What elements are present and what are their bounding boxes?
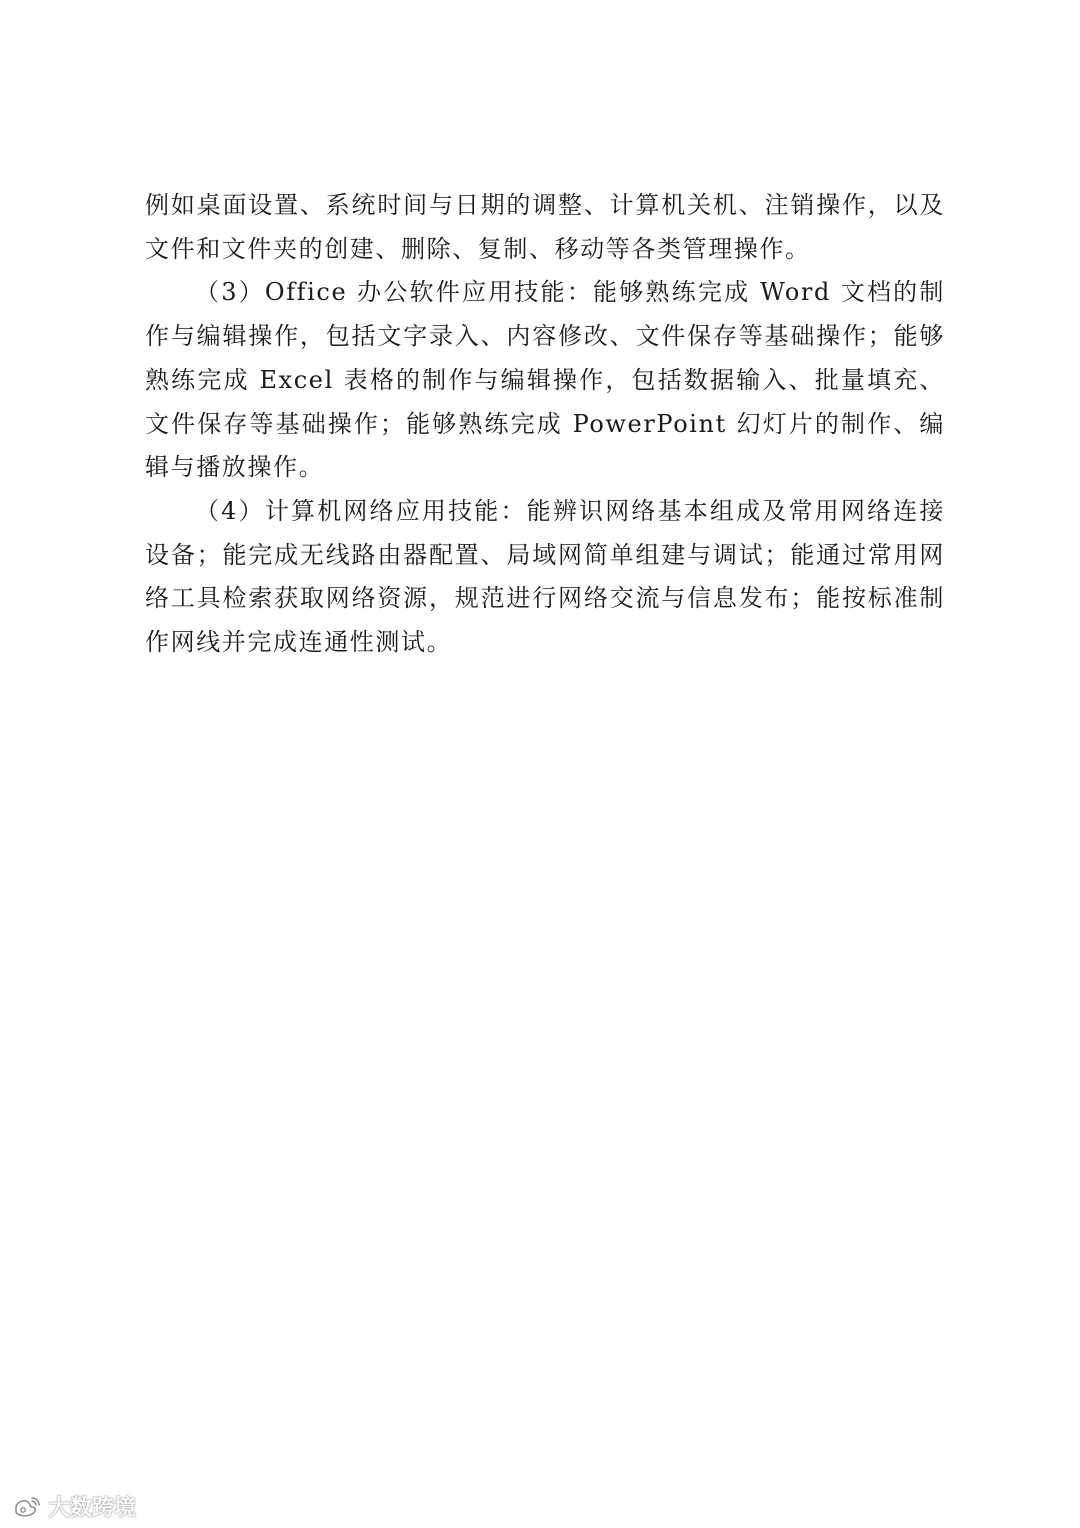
document-body xyxy=(145,184,945,665)
paragraph-continuation: 例如桌面设置、系统时间与日期的调整、计算机关机、注销操作，以及文件和文件夹的创建、删除、复制、移动等各类管理操作。 xyxy=(145,191,945,263)
paragraph-network-skills: （4）计算机网络应用技能：能辨识网络基本组成及常用网络连接设备；能完成无线路由器配置、局域网简单组建与调试；能通过常用网络工具检索获取网络资源，规范进行网络交流与信息发布；能按标准制作网线并完成连通性测试。 xyxy=(145,496,945,657)
paragraph-office-skills: （3）Office 办公软件应用技能：能够熟练完成 Word 文档的制作与编辑操作，包括文字录入、内容修改、文件保存等基础操作；能够熟练完成 Excel 表格的制作与编辑操作，包括数据输入、批量填充、文件保存等基础操作；能够熟练完成 PowerPoint 幻灯片的制作、编辑与播放操作。 xyxy=(145,278,945,482)
weibo-logo-icon xyxy=(12,1494,42,1518)
watermark-text: 大数跨境 xyxy=(48,1495,137,1521)
watermark xyxy=(12,1492,136,1520)
